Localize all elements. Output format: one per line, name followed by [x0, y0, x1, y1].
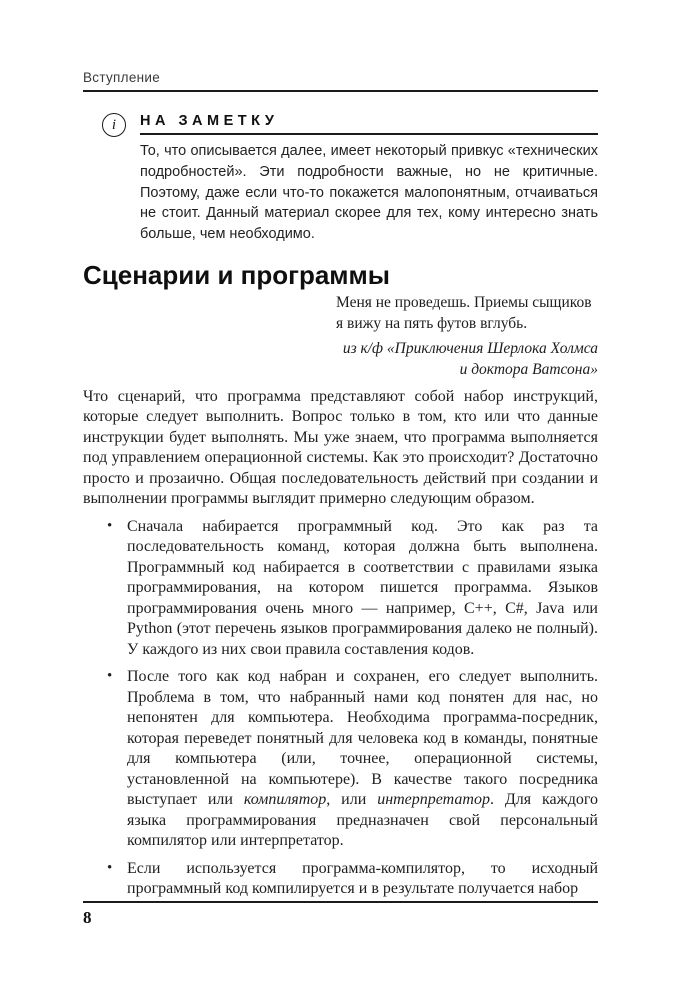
bullet-text: Если используется программа-компилятор, то исходный программный код компилируется и в результате получается набор [127, 859, 598, 898]
epigraph-quote [336, 292, 598, 334]
page-footer [83, 901, 598, 928]
bullet-marker: • [107, 859, 113, 876]
bullet-item [83, 859, 598, 900]
epigraph-quote-line: я вижу на пять футов вглубь. [336, 314, 528, 332]
bullet-text: После того как код набран и сохранен, его следует выполнить. Проблема в том, что набранный нами код понятен для нас, но непонятен для компьютера. Необходима программа-посредник, которая переведет понятный для человека код в команды, понятные для компьютера (или, точнее, операционной системы, установленной на компьютере). В качестве такого посредника выступает или компилятор, или интерпретатор. Для каждого языка программирования предназначен свой персональный компилятор или интерпретатор. [127, 668, 599, 850]
epigraph-quote-line: Меня не проведешь. Приемы сыщиков [336, 293, 592, 311]
epigraph-attribution-line: и доктора Ватсона» [459, 360, 598, 378]
bullet-marker: • [107, 517, 113, 534]
note-content [140, 112, 598, 245]
epigraph-attribution-line: из к/ф «Приключения Шерлока Холмса [342, 339, 598, 357]
note-box [83, 112, 598, 245]
bullet-item [83, 517, 598, 661]
bullet-item [83, 667, 598, 852]
note-title: НА ЗАМЕТКУ [140, 113, 279, 129]
bullet-list [83, 517, 598, 900]
info-icon-glyph: i [111, 116, 117, 133]
page-content [83, 0, 598, 900]
page-number: 8 [83, 908, 92, 927]
footer-rule [83, 901, 598, 903]
info-icon [102, 113, 126, 137]
intro-paragraph: Что сценарий, что программа представляют собой набор инструкций, которые следует выполнить. Вопрос только в том, кто или что данные инструкции будет выполнять. Мы уже знаем, что программа выполняется под управлением операционной системы. Как это происходит? Достаточно просто и прозаично. Общая последовательность действий при создании и выполнении программы выглядит примерно следующим образом. [83, 387, 598, 508]
running-head-rule [83, 90, 598, 92]
note-icon-column [83, 112, 140, 245]
note-body: То, что описывается далее, имеет некоторый привкус «технических подробностей». Эти подробности важные, но не критичные. Поэтому, даже если что-то покажется малопонятным, отчаиваться не стоит. Данный материал скорее для тех, кому интересно знать больше, чем необходимо. [140, 143, 598, 243]
bullet-marker: • [107, 668, 113, 685]
section-title: Сценарии и программы [83, 259, 390, 290]
epigraph [336, 292, 598, 380]
note-title-rule [140, 133, 598, 135]
running-head: Вступление [83, 70, 161, 85]
bullet-text: Сначала набирается программный код. Это как раз та последовательность команд, которая должна быть выполнена. Программный код набирается в соответствии с правилами языка программирования, на котором пишется программа. Языков программирования очень много — например, C++, C#, Java или Python (этот перечень языков программирования далеко не полный). У каждого из них свои правила составления кодов. [127, 517, 598, 658]
epigraph-attribution [336, 338, 598, 380]
